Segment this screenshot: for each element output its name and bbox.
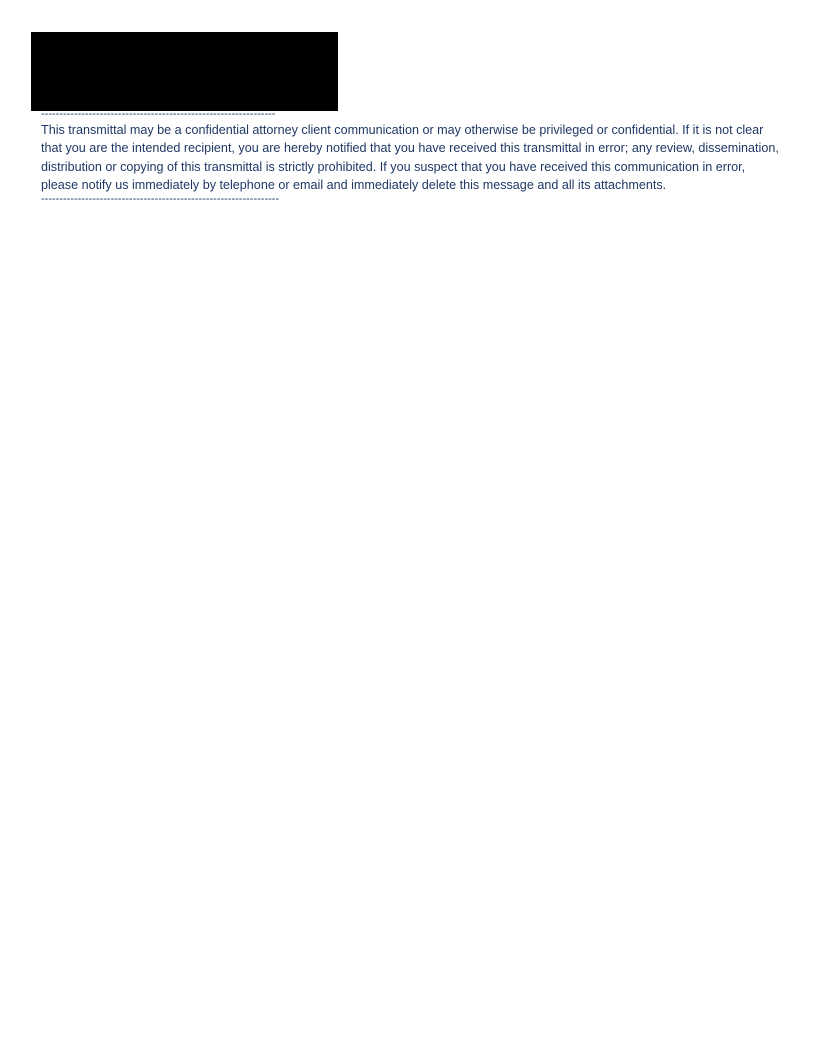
redacted-block (31, 32, 338, 111)
separator-top: ---------------------------------------------------------------- (41, 109, 276, 120)
separator-bottom: ----------------------------------------------------------------- (41, 194, 280, 205)
confidentiality-disclaimer: This transmittal may be a confidential attorney client communication or may otherwise be privileged or confidential. If it is not clear that you are the intended recipient, you are hereby notified that you have received this transmittal in error; any review, dissemination, distribution or copying of this transmittal is strictly prohibited. If you suspect that you have received this communication in error, please notify us immediately by telephone or email and immediately delete this message and all its attachments. (41, 123, 779, 193)
